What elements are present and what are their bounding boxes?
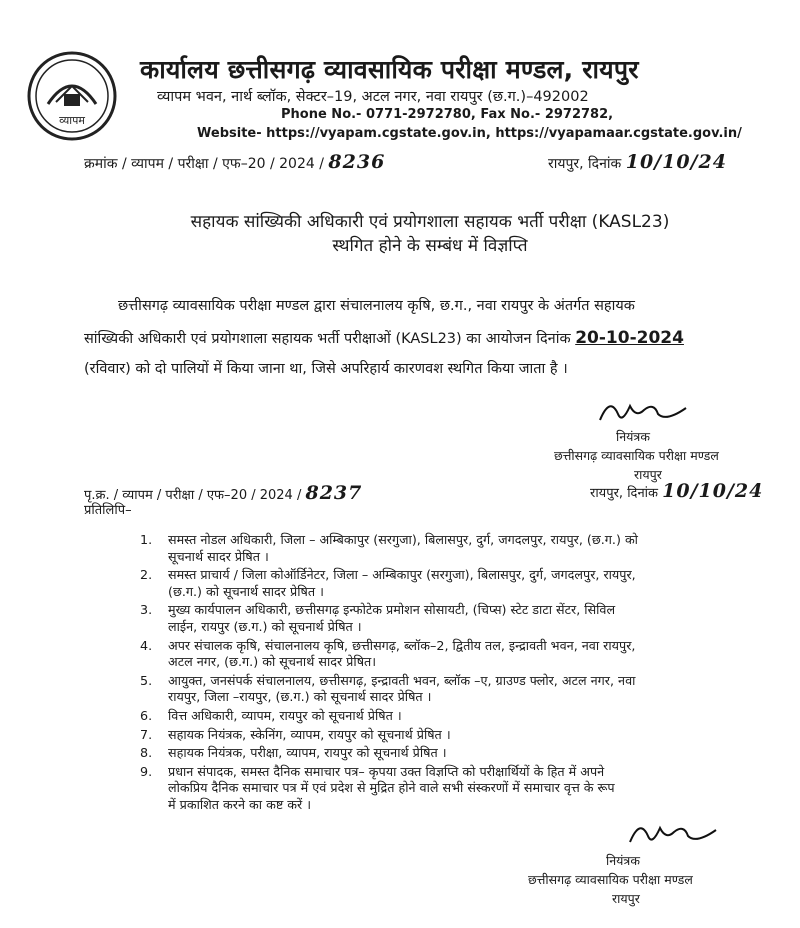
logo-text: व्यापम [59,114,85,127]
office-title: कार्यालय छत्तीसगढ़ व्यावसायिक परीक्षा मण्डल, रायपुर [140,55,639,84]
copy-list-item [140,708,780,725]
copy-list-text: लोकप्रिय दैनिक समाचार पत्र में एवं प्रदेश से मुद्रित होने वाले सभी संस्करणों में समाचार वृत्त के रूप [168,780,615,796]
copy-list-number: 4. [140,637,153,653]
copy-list-item [140,727,780,744]
copy-list-text: समस्त नोडल अधिकारी, जिला – अम्बिकापुर (सरगुजा), बिलासपुर, दुर्ग, जगदलपुर, रायपुर, (छ.ग.) को [168,532,638,547]
body-line-2-text: सांख्यिकी अधिकारी एवं प्रयोगशाला सहायक भर्ती परीक्षाओं (KASL23) का आयोजन दिनांक [84,331,571,347]
copy-list-number: 7. [140,726,153,742]
signature-2 [626,814,722,850]
signature-2-designation: नियंत्रक [606,853,640,868]
signature-2-org: छत्तीसगढ़ व्यावसायिक परीक्षा मण्डल [528,872,693,887]
copy-list-text: समस्त प्राचार्य / जिला कोऑर्डिनेटर, जिला – अम्बिकापुर (सरगुजा), बिलासपुर, दुर्ग, जगदलपुर, रायपुर, [168,567,636,583]
endorsement-date-label: रायपुर, दिनांक [590,486,659,501]
copy-list-number: 6. [140,707,153,723]
body-line-1: छत्तीसगढ़ व्यावसायिक परीक्षा मण्डल द्वारा संचालनालय कृषि, छ.ग., नवा रायपुर के अंतर्गत सहायक [118,298,635,314]
signature-1 [596,392,692,428]
reference-prefix: क्रमांक / व्यापम / परीक्षा / एफ–20 / 2024 / [84,156,324,172]
endorsement-date: 10/10/24 [662,480,764,502]
copy-list-item [140,602,780,635]
copy-list-text: (छ.ग.) को सूचनार्थ सादर प्रेषित । [168,583,324,599]
copy-list-text: प्रधान संपादक, समस्त दैनिक समाचार पत्र– कृपया उक्त विज्ञप्ति को परीक्षार्थियों के हित में अपने [168,763,605,779]
reference-date: 10/10/24 [625,151,727,173]
copy-list-text: रायपुर, जिला –रायपुर, (छ.ग.) को सूचनार्थ सादर प्रेषित । [168,689,432,705]
copy-list-text: अटल नगर, (छ.ग.) को सूचनार्थ सादर प्रेषित। [168,654,377,670]
copy-list-number: 8. [140,745,153,761]
body-line-3: (रविवार) को दो पालियों में किया जाना था, जिसे अपरिहार्य कारणवश स्थगित किया जाता है । [84,361,568,377]
subject-line-1: सहायक सांख्यिकी अधिकारी एवं प्रयोगशाला सहायक भर्ती परीक्षा (KASL23) [190,212,670,232]
body-line-2 [84,328,684,348]
copy-list-text: मुख्य कार्यपालन अधिकारी, छत्तीसगढ़ इन्फोटेक प्रमोशन सोसायटी, (चिप्स) स्टेट डाटा सेंटर, सिविल [168,602,616,618]
copy-list-text: सूचनार्थ सादर प्रेषित । [168,548,269,564]
copy-list-item [140,532,780,565]
office-phone: Phone No.- 0771-2972780, Fax No.- 2972782, [281,107,614,122]
copy-list-number: 3. [140,602,153,618]
signature-1-org: छत्तीसगढ़ व्यावसायिक परीक्षा मण्डल [554,448,719,463]
copy-list-text: में प्रकाशित करने का कष्ट करें । [168,796,312,812]
copy-list-text: वित्त अधिकारी, व्यापम, रायपुर को सूचनार्थ प्रेषित । [168,707,402,723]
signature-1-designation: नियंत्रक [616,429,650,444]
copy-list-item [140,673,780,706]
copy-list-text: लाईन, रायपुर (छ.ग.) को सूचनार्थ प्रेषित । [168,618,362,634]
endorsement-number: 8237 [305,482,363,504]
signature-2-city: रायपुर [612,891,640,906]
copy-list-item [140,745,780,762]
copy-list [140,532,780,816]
copy-list-item [140,764,780,814]
copy-list-text: सहायक नियंत्रक, स्केनिंग, व्यापम, रायपुर को सूचनार्थ प्रेषित । [168,726,451,742]
subject-line-2: स्थगित होने के सम्बंध में विज्ञप्ति [332,236,528,256]
copy-list-item [140,638,780,671]
copy-list-number: 2. [140,567,153,583]
reference-line [84,151,385,173]
copy-list-number: 5. [140,672,153,688]
office-address: व्यापम भवन, नार्थ ब्लॉक, सेक्टर–19, अटल नगर, नवा रायपुर (छ.ग.)–492002 [157,89,589,105]
copy-list-text: अपर संचालक कृषि, संचालनालय कृषि, छत्तीसगढ़, ब्लॉक–2, द्वितीय तल, इन्द्रावती भवन, नवा रायपुर, [168,637,636,653]
copy-list-number: 9. [140,763,153,779]
copy-list-text: आयुक्त, जनसंपर्क संचालनालय, छत्तीसगढ़, इन्द्रावती भवन, ब्लॉक –ए, ग्राउण्ड फ्लोर, अटल नगर, नवा [168,672,636,688]
copy-list-item [140,567,780,600]
endorsement-prefix: पृ.क्र. / व्यापम / परीक्षा / एफ–20 / 2024 / [84,488,302,503]
exam-date: 20-10-2024 [575,328,684,348]
reference-number: 8236 [328,151,386,173]
endorsement-date-line [590,480,763,502]
reference-date-label: रायपुर, दिनांक [548,156,622,172]
reference-date-line [548,151,727,173]
copy-label: प्रतिलिपि– [84,503,132,518]
signature-1-city: रायपुर [634,467,662,482]
copy-list-text: सहायक नियंत्रक, परीक्षा, व्यापम, रायपुर को सूचनार्थ प्रेषित । [168,745,447,761]
office-website: Website- https://vyapam.cgstate.gov.in, https://vyapamaar.cgstate.gov.in/ [197,126,742,141]
vyapam-logo [26,50,118,142]
copy-list-number: 1. [140,532,153,547]
